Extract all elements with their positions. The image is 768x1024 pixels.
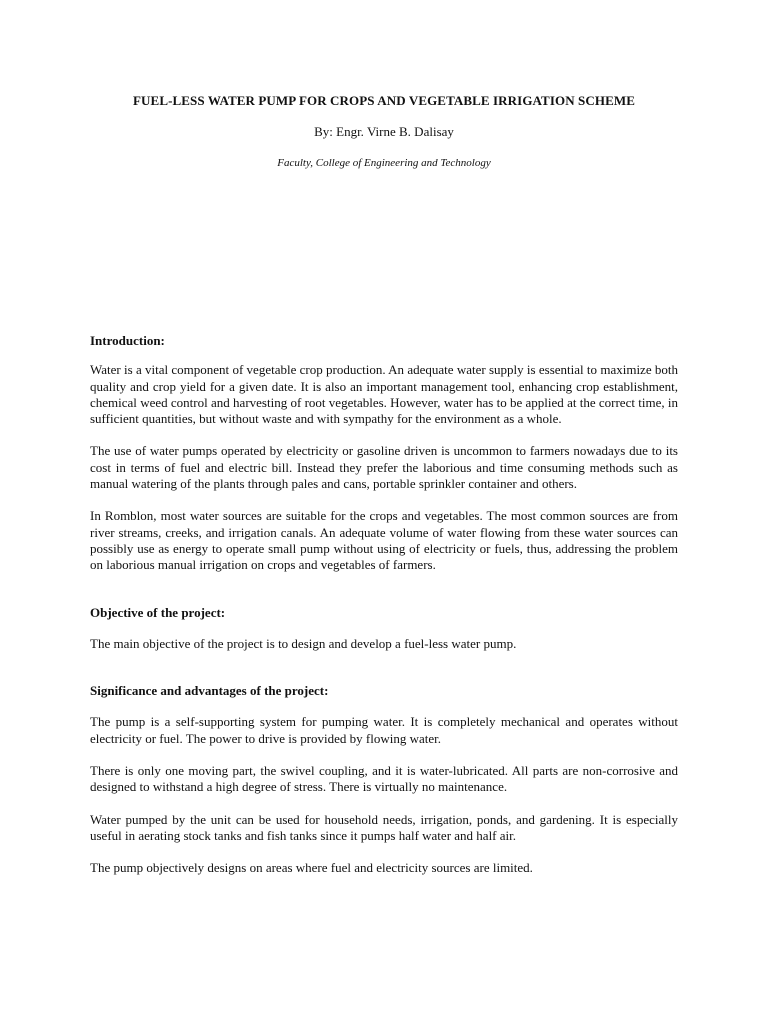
- significance-heading: Significance and advantages of the project:: [90, 683, 329, 699]
- significance-section: [90, 683, 678, 876]
- author-affiliation: Faculty, College of Engineering and Technology: [277, 157, 491, 169]
- significance-paragraph: The pump is a self-supporting system for pumping water. It is completely mechanical and operates without electricity or fuel. The power to drive is provided by flowing water.: [90, 714, 678, 746]
- introduction-paragraph: Water is a vital component of vegetable crop production. An adequate water supply is essential to maximize both quality and crop yield for a given date. It is also an important management tool, enhancing crop establishment, chemical weed control and harvesting of root vegetables. However, water has to be applied at the correct time, in sufficient quantities, but without waste and with sympathy for the environment as a whole.: [90, 362, 678, 427]
- document-title: FUEL-LESS WATER PUMP FOR CROPS AND VEGETABLE IRRIGATION SCHEME: [133, 93, 635, 108]
- significance-paragraph: There is only one moving part, the swivel coupling, and it is water-lubricated. All parts are non-corrosive and designed to withstand a high degree of stress. There is virtually no maintenance.: [90, 763, 678, 795]
- introduction-heading: Introduction:: [90, 333, 165, 348]
- significance-paragraph: The pump objectively designs on areas where fuel and electricity sources are limited.: [90, 860, 533, 876]
- objective-paragraph: The main objective of the project is to design and develop a fuel-less water pump.: [90, 635, 517, 651]
- objective-heading: Objective of the project:: [90, 604, 226, 620]
- objective-section: [90, 605, 678, 653]
- introduction-paragraph: The use of water pumps operated by electricity or gasoline driven is uncommon to farmers nowadays due to its cost in terms of fuel and electric bill. Instead they prefer the laborious and time consuming methods such as manual watering of the plants through pales and cans, portable sprinkler container and others.: [90, 443, 678, 492]
- introduction-section: [90, 333, 678, 574]
- introduction-paragraph: In Romblon, most water sources are suitable for the crops and vegetables. The most common sources are from river streams, creeks, and irrigation canals. An adequate volume of water flowing from these water sources can possibly use as energy to operate small pump without using of electricity or fuels, thus, addressing the problem on laborious manual irrigation on crops and vegetables of farmers.: [90, 508, 678, 573]
- author-byline: By: Engr. Virne B. Dalisay: [314, 124, 454, 139]
- document-body: [90, 333, 678, 877]
- significance-paragraph: Water pumped by the unit can be used for household needs, irrigation, ponds, and gardening. It is especially useful in aerating stock tanks and fish tanks since it pumps half water and half air.: [90, 811, 678, 843]
